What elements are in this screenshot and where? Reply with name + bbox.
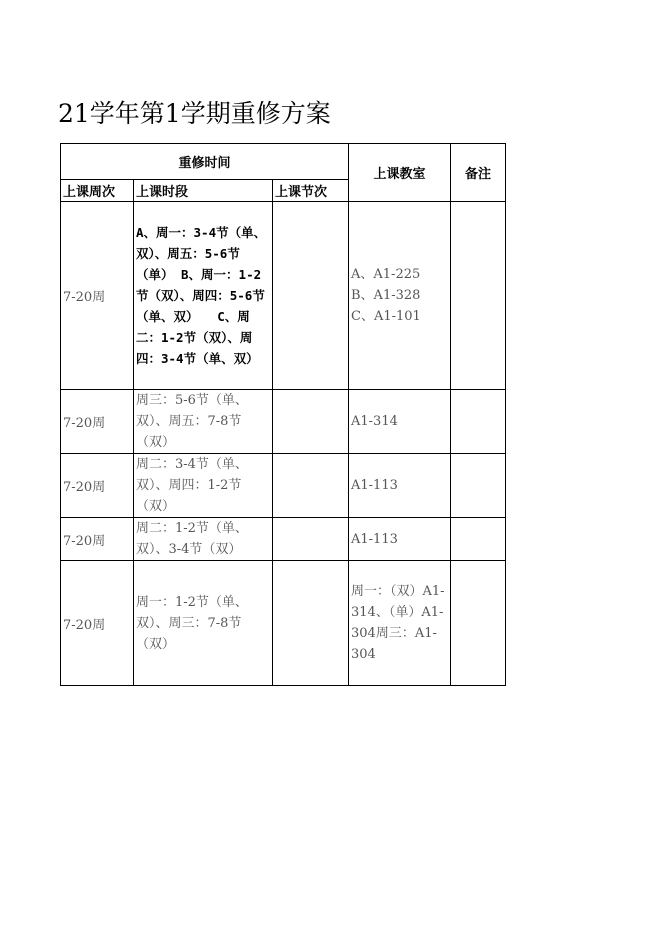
week-cell: 7-20周 xyxy=(61,390,134,454)
header-classroom: 上课教室 xyxy=(349,144,451,202)
room-cell: A1-113 xyxy=(349,454,451,518)
remark-cell xyxy=(451,454,506,518)
period-cell: 周二：1-2节（单、双）、3-4节（双） xyxy=(134,518,273,561)
section-cell xyxy=(273,202,349,390)
week-cell: 7-20周 xyxy=(61,561,134,686)
section-cell xyxy=(273,518,349,561)
table-row xyxy=(61,390,506,454)
header-retake-time: 重修时间 xyxy=(61,144,349,180)
remark-cell xyxy=(451,561,506,686)
page-title: 21学年第1学期重修方案 xyxy=(58,99,331,128)
remark-cell xyxy=(451,390,506,454)
table-row xyxy=(61,202,506,390)
retake-schedule-table xyxy=(60,143,506,686)
header-class-period: 上课时段 xyxy=(134,180,273,202)
period-cell: 周一：1-2节（单、双）、周三：7-8节（双） xyxy=(134,561,273,686)
table-row xyxy=(61,454,506,518)
period-cell: 周三：5-6节（单、双）、周五：7-8节（双） xyxy=(134,390,273,454)
section-cell xyxy=(273,454,349,518)
header-class-week: 上课周次 xyxy=(61,180,134,202)
remark-cell xyxy=(451,518,506,561)
section-cell xyxy=(273,561,349,686)
room-cell: A1-113 xyxy=(349,518,451,561)
room-cell: A、A1-225 B、A1-328 C、A1-101 xyxy=(349,202,451,390)
room-cell: A1-314 xyxy=(349,390,451,454)
period-cell: A、周一：3-4节（单、双）、周五：5-6节（单） B、周一：1-2节（双）、周四：5-6节（单、双） C、周二：1-2节（双）、周四：3-4节（单、双） xyxy=(134,202,273,390)
week-cell: 7-20周 xyxy=(61,518,134,561)
period-cell: 周二：3-4节（单、双）、周四：1-2节（双） xyxy=(134,454,273,518)
header-row-1 xyxy=(61,144,506,180)
section-cell xyxy=(273,390,349,454)
week-cell: 7-20周 xyxy=(61,202,134,390)
header-class-section: 上课节次 xyxy=(273,180,349,202)
header-remarks: 备注 xyxy=(451,144,506,202)
week-cell: 7-20周 xyxy=(61,454,134,518)
table-row xyxy=(61,518,506,561)
table-row xyxy=(61,561,506,686)
remark-cell xyxy=(451,202,506,390)
room-cell: 周一：（双）A1-314、（单）A1-304周三：A1-304 xyxy=(349,561,451,686)
